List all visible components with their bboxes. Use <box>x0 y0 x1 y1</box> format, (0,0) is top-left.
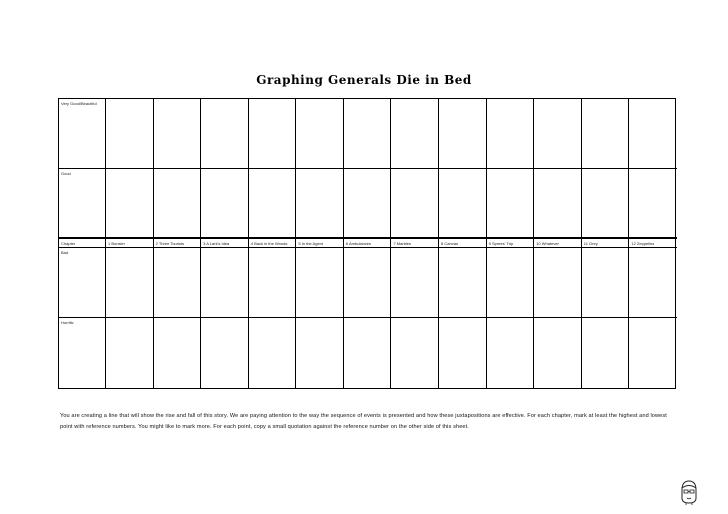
chapter-cell <box>296 238 344 248</box>
graph-cell <box>582 248 630 318</box>
graph-cell <box>201 99 249 169</box>
chapter-cell <box>439 238 487 248</box>
chapter-label: 3 A Lark's Idea <box>203 241 230 246</box>
graph-cell <box>201 248 249 318</box>
row-label-cell <box>59 169 106 238</box>
chapter-label: 9 Sprees' Trip <box>488 241 514 246</box>
graph-cell <box>344 99 392 169</box>
chapter-cell <box>582 238 630 248</box>
row-label-cell <box>59 99 106 169</box>
graph-cell <box>629 248 677 318</box>
row-label: Bad <box>61 250 69 255</box>
graph-cell <box>439 248 487 318</box>
graph-cell <box>296 248 344 318</box>
chapter-label: 7 Marbles <box>393 241 412 246</box>
chapter-cell <box>487 238 535 248</box>
chapter-label: 5 In the Agent <box>298 241 323 246</box>
graph-cell <box>344 248 392 318</box>
graph-cell <box>249 169 297 238</box>
graph-cell <box>534 99 582 169</box>
chapter-cell <box>534 238 582 248</box>
row-label-cell <box>59 248 106 318</box>
graph-cell <box>201 318 249 388</box>
chapter-cell <box>201 238 249 248</box>
row-label-cell <box>59 238 106 248</box>
chapter-label: 12 Zeppelins <box>631 241 655 246</box>
chapter-label: 2 Three Tourists <box>155 241 185 246</box>
row-label: Chapter <box>61 241 76 246</box>
graph-cell <box>249 248 297 318</box>
graph-cell <box>439 318 487 388</box>
graph-cell <box>106 99 154 169</box>
story-graph-grid <box>58 98 676 389</box>
graph-cell <box>629 99 677 169</box>
chapter-label: 6 Ambulances <box>345 241 372 246</box>
graph-cell <box>249 318 297 388</box>
row-label-cell <box>59 318 106 388</box>
chapter-cell <box>154 238 202 248</box>
instructions-text: You are creating a line that will show the rise and fall of this story. We are paying attention to the way the sequence of events is presented and how these juxtapositions are effective. For each chapter, mark at least the highest and lowest point with reference numbers. You might like to mark more. For each point, copy a small quotation against the reference number on the other side of this sheet. <box>60 413 667 430</box>
graph-cell <box>487 169 535 238</box>
graph-cell <box>391 169 439 238</box>
graph-cell <box>534 248 582 318</box>
graph-cell <box>439 169 487 238</box>
graph-cell <box>296 318 344 388</box>
graph-cell <box>154 99 202 169</box>
graph-cell <box>487 248 535 318</box>
graph-cell <box>487 318 535 388</box>
chapter-label: 1 Bonsier <box>108 241 125 246</box>
row-label: Very Good/Beautiful <box>61 101 97 106</box>
graph-cell <box>534 169 582 238</box>
graph-cell <box>106 248 154 318</box>
page-title: Graphing Generals Die in Bed <box>256 73 472 87</box>
graph-cell <box>344 318 392 388</box>
graph-cell <box>296 169 344 238</box>
graph-cell <box>391 318 439 388</box>
graph-cell <box>487 99 535 169</box>
graph-cell <box>344 169 392 238</box>
graph-cell <box>296 99 344 169</box>
graph-cell <box>201 169 249 238</box>
chapter-cell <box>106 238 154 248</box>
graph-cell <box>391 248 439 318</box>
graph-cell <box>439 99 487 169</box>
chapter-cell <box>629 238 677 248</box>
chapter-label: 4 Back in the Woods <box>250 241 288 246</box>
graph-cell <box>629 169 677 238</box>
chapter-cell <box>391 238 439 248</box>
graph-cell <box>106 169 154 238</box>
graph-cell <box>582 318 630 388</box>
graph-cell <box>106 318 154 388</box>
graph-cell <box>534 318 582 388</box>
chapter-cell <box>249 238 297 248</box>
chapter-label: 8 Canvas <box>441 241 458 246</box>
graph-cell <box>391 99 439 169</box>
graph-cell <box>629 318 677 388</box>
chapter-cell <box>344 238 392 248</box>
chapter-label: 10 Whatever <box>536 241 559 246</box>
graph-cell <box>249 99 297 169</box>
graph-cell <box>154 318 202 388</box>
row-label: Horrific <box>61 320 74 325</box>
graph-cell <box>582 99 630 169</box>
row-label: Good <box>61 171 71 176</box>
graph-cell <box>582 169 630 238</box>
graph-cell <box>154 169 202 238</box>
graph-cell <box>154 248 202 318</box>
person-with-glasses-icon <box>678 478 700 506</box>
chapter-label: 11 Grey <box>583 241 598 246</box>
